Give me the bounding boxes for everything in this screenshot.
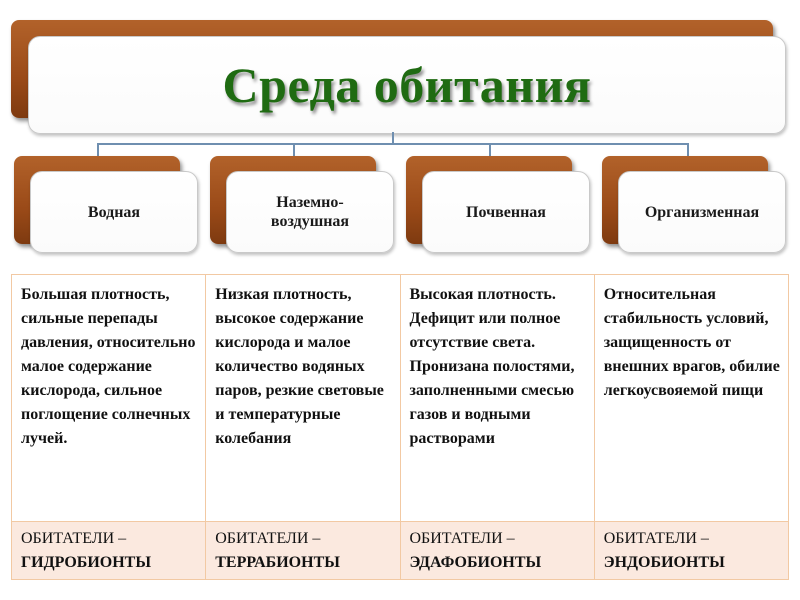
habitat-table [11, 274, 789, 580]
category-box-ground-air [226, 171, 394, 253]
description-cell-ground-air: Низкая плотность, высокое содержание кислорода и малое количество водяных паров, резкие световые и температурные колебания [206, 275, 400, 522]
inhabitants-label: ОБИТАТЕЛИ – [603, 530, 709, 547]
inhabitants-name: ЭДАФОБИОНТЫ [409, 554, 542, 571]
connector-drop-4 [687, 143, 689, 156]
description-cell-water: Большая плотность, сильные перепады давления, относительно малое содержание кислорода, сильное поглощение солнечных лучей. [12, 275, 206, 522]
category-box-soil [422, 171, 590, 253]
inhabitants-label: ОБИТАТЕЛИ – [215, 530, 321, 547]
inhabitants-label: ОБИТАТЕЛИ – [21, 530, 127, 547]
diagram-title: Среда обитания [222, 57, 592, 113]
connector-horizontal [97, 143, 689, 145]
description-cell-organism: Относительная стабильность условий, защищенность от внешних врагов, обилие легкоусвояемой пищи [594, 275, 788, 522]
inhabitants-cell-ground-air [206, 522, 400, 580]
inhabitants-name: ГИДРОБИОНТЫ [21, 554, 152, 571]
category-box-organism [618, 171, 786, 253]
description-row [12, 275, 789, 522]
category-label-ground-air: Наземно-воздушная [270, 194, 350, 230]
connector-drop-2 [293, 143, 295, 156]
connector-drop-1 [97, 143, 99, 156]
category-label-soil: Почвенная [466, 203, 546, 221]
inhabitants-row [12, 522, 789, 580]
category-label-water: Водная [87, 203, 141, 221]
title-box [28, 36, 786, 134]
connector-drop-3 [489, 143, 491, 156]
inhabitants-cell-water [12, 522, 206, 580]
inhabitants-cell-organism [594, 522, 788, 580]
inhabitants-label: ОБИТАТЕЛИ – [409, 530, 515, 547]
category-box-water [30, 171, 198, 253]
category-label-organism: Организменная [644, 203, 760, 221]
inhabitants-name: ЭНДОБИОНТЫ [603, 554, 725, 571]
inhabitants-name: ТЕРРАБИОНТЫ [215, 554, 340, 571]
description-cell-soil: Высокая плотность. Дефицит или полное отсутствие света. Пронизана полостями, заполненными смесью газов и водными растворами [400, 275, 594, 522]
inhabitants-cell-soil [400, 522, 594, 580]
